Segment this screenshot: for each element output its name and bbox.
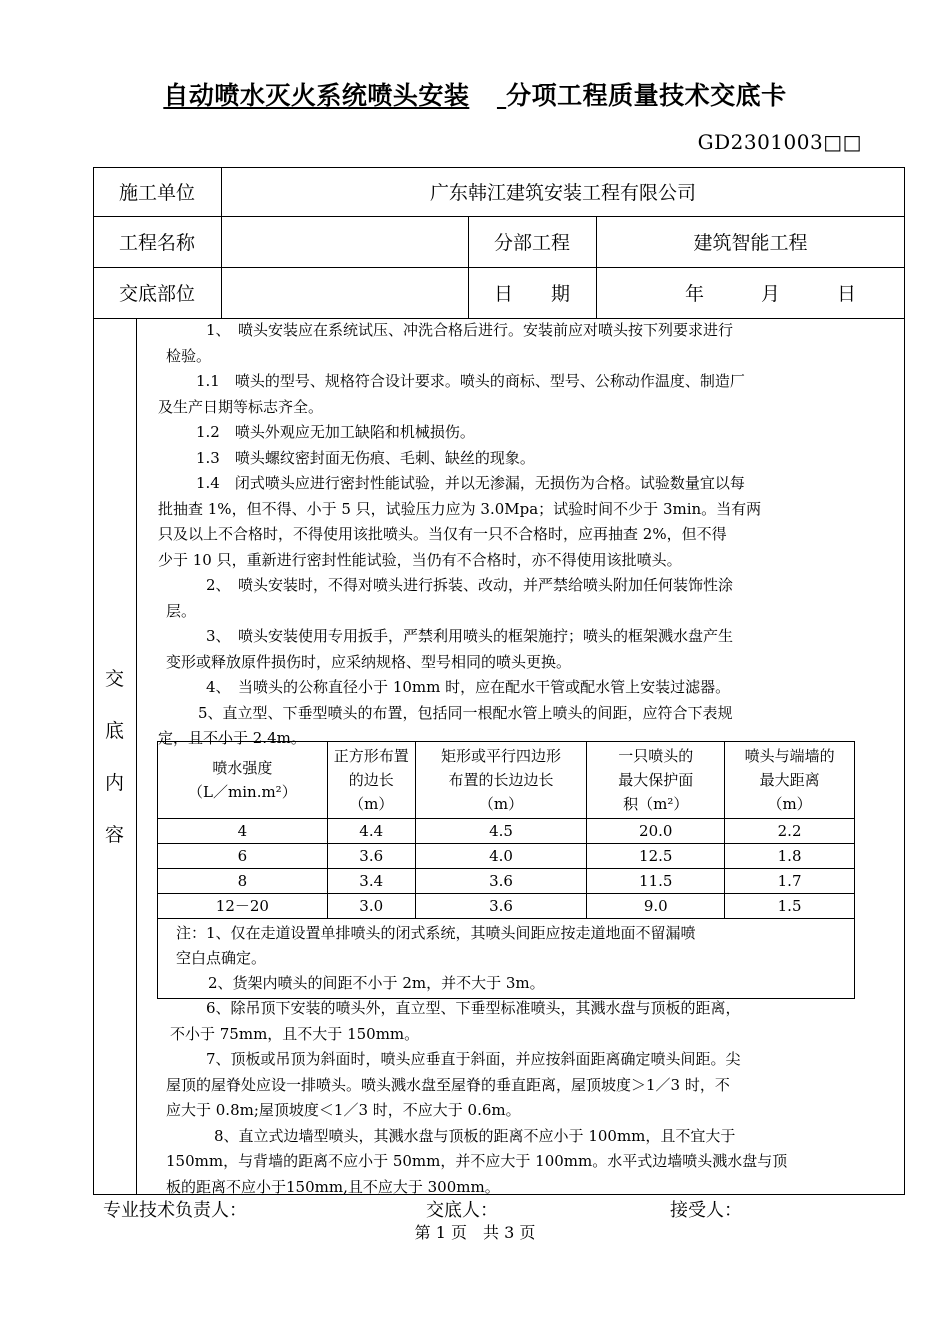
sub-project-label: 分部工程 xyxy=(493,232,570,254)
paragraph-1-3: 1.3 喷头螺纹密封面无伤痕、毛刺、缺丝的现象。 xyxy=(196,448,535,467)
paragraph-3: 3、 喷头安装使用专用扳手，严禁利用喷头的框架施拧；喷头的框架溅水盘产生 xyxy=(206,627,734,645)
table-cell: 1.8 xyxy=(725,844,855,869)
paragraph-7: 7、顶板或吊顶为斜面时，喷头应垂直于斜面，并应按斜面距离确定喷头间距。尖 xyxy=(206,1050,741,1068)
table-cell: 3.0 xyxy=(327,894,415,919)
paragraph-3-cont: 变形或释放原件损伤时，应采纳规格、型号相同的喷头更换。 xyxy=(166,652,572,671)
sprinkler-spacing-table xyxy=(157,741,855,999)
paragraph-1-cont: 检验。 xyxy=(166,346,212,365)
content-block-1-1 xyxy=(158,369,898,752)
date-value[interactable]: 年 月 日 xyxy=(684,283,856,305)
construction-unit-label: 施工单位 xyxy=(118,182,195,204)
paragraph-1-4-line4: 少于 10 只，重新进行密封性能试验，当仍有不合格时，亦不得使用该批喷头。 xyxy=(158,550,682,569)
paragraph-6: 6、除吊顶下安装的喷头外，直立型、下垂型标准喷头，其溅水盘与顶板的距离， xyxy=(206,999,741,1017)
content-block-1 xyxy=(158,318,898,369)
paragraph-8-line3: 板的距离不应小于150mm,且不应大于 300mm。 xyxy=(166,1177,500,1196)
table-note xyxy=(158,919,855,999)
paragraph-5: 5、直立型、下垂型喷头的布置，包括同一根配水管上喷头的间距，应符合下表规 xyxy=(198,703,733,722)
table-row xyxy=(158,869,855,894)
table-note-1: 注：1、仅在走道设置单排喷头的闭式系统，其喷头间距应按走道地面不留漏喷 xyxy=(176,924,696,942)
paragraph-7-line2: 屋顶的屋脊处应设一排喷头。喷头溅水盘至屋脊的垂直距离，屋顶坡度＞1／3 时，不 xyxy=(166,1075,730,1094)
table-header-cell: 矩形或平行四边形 布置的长边边长 （m） xyxy=(415,742,587,819)
table-note-2: 2、货架内喷头的间距不小于 2m，并不大于 3m。 xyxy=(208,974,545,992)
table-cell: 4.4 xyxy=(327,819,415,844)
title-suffix: 分项工程质量技术交底卡 xyxy=(506,81,787,110)
paragraph-1-1-cont: 及生产日期等标志齐全。 xyxy=(158,397,324,416)
table-cell: 3.6 xyxy=(415,894,587,919)
paragraph-8-line2: 150mm，与背墙的距离不应小于 50mm，并不应大于 100mm。水平式边墙喷头溅水盘与顶 xyxy=(166,1152,788,1170)
paragraph-1-4: 1.4 闭式喷头应进行密封性能试验，并以无渗漏，无损伤为合格。试验数量宜以每 xyxy=(196,474,745,492)
table-cell: 4 xyxy=(158,819,328,844)
table-row xyxy=(158,844,855,869)
paragraph-7-line3: 应大于 0.8m;屋顶坡度＜1／3 时，不应大于 0.6m。 xyxy=(166,1101,521,1119)
col-divider xyxy=(136,318,137,1195)
location-label: 交底部位 xyxy=(118,283,195,305)
table-header-row xyxy=(158,742,855,819)
paragraph-4: 4、 当喷头的公称直径小于 10mm 时，应在配水干管或配水管上安装过滤器。 xyxy=(206,678,731,696)
table-cell: 12－20 xyxy=(158,894,328,919)
paragraph-8: 8、直立式边墙型喷头，其溅水盘与顶板的距离不应小于 100mm，且不宜大于 xyxy=(214,1126,736,1145)
location-value[interactable] xyxy=(221,267,468,318)
table-cell: 12.5 xyxy=(587,844,725,869)
table-cell: 4.5 xyxy=(415,819,587,844)
table-cell: 3.6 xyxy=(327,844,415,869)
table-header-cell: 一只喷头的 最大保护面 积（m²） xyxy=(587,742,725,819)
presenter-signature[interactable]: 交底人： xyxy=(426,1200,498,1221)
table-cell: 20.0 xyxy=(587,819,725,844)
date-label: 日 期 xyxy=(493,283,570,305)
paragraph-2-cont: 层。 xyxy=(166,601,197,620)
content-block-2 xyxy=(166,996,898,1200)
side-char: 内 xyxy=(104,771,124,794)
paragraph-2: 2、 喷头安装时，不得对喷头进行拆装、改动，并严禁给喷头附加任何装饰性涂 xyxy=(206,576,734,594)
side-char: 底 xyxy=(104,719,124,742)
table-note-1-cont: 空白点确定。 xyxy=(176,949,267,967)
content-side-label xyxy=(93,318,136,1195)
table-cell: 8 xyxy=(158,869,328,894)
table-cell: 3.4 xyxy=(327,869,415,894)
construction-unit-value[interactable]: 广东韩江建筑安装工程有限公司 xyxy=(429,182,696,204)
table-row xyxy=(158,819,855,844)
project-name-value[interactable] xyxy=(221,216,468,267)
paragraph-1-4-line2: 批抽查 1%，但不得、小于 5 只，试验压力应为 3.0Mpa；试验时间不少于 3min。当有两 xyxy=(158,499,762,518)
paragraph-1-4-line3: 只及以上不合格时，不得使用该批喷头。当仅有一只不合格时，应再抽查 2%，但不得 xyxy=(158,525,727,543)
document-code: GD2301003□□ xyxy=(697,130,862,154)
project-name-label: 工程名称 xyxy=(118,232,195,254)
table-header-cell: 喷头与端墙的 最大距离 （m） xyxy=(725,742,855,819)
sub-project-value[interactable]: 建筑智能工程 xyxy=(693,232,808,254)
tech-lead-signature[interactable]: 专业技术负责人： xyxy=(103,1200,247,1221)
paragraph-5-cont: 定，且不小于 2.4m。 xyxy=(158,729,306,747)
table-header-cell: 喷水强度 （L／min.m²） xyxy=(158,742,328,819)
table-cell: 4.0 xyxy=(415,844,587,869)
table-cell: 3.6 xyxy=(415,869,587,894)
page-number: 第 1 页 共 3 页 xyxy=(414,1223,536,1242)
table-cell: 9.0 xyxy=(587,894,725,919)
title-main: 自动喷水灭火系统喷头安装 xyxy=(163,81,470,110)
side-char: 交 xyxy=(104,667,124,690)
paragraph-1: 1、 喷头安装应在系统试压、冲洗合格后进行。安装前应对喷头按下列要求进行 xyxy=(206,321,734,339)
paragraph-1-2: 1.2 喷头外观应无加工缺陷和机械损伤。 xyxy=(196,423,475,441)
table-cell: 2.2 xyxy=(725,819,855,844)
table-note-row xyxy=(158,919,855,999)
receiver-signature[interactable]: 接受人： xyxy=(670,1200,742,1221)
table-row xyxy=(158,894,855,919)
table-cell: 11.5 xyxy=(587,869,725,894)
table-cell: 1.7 xyxy=(725,869,855,894)
side-char: 容 xyxy=(104,823,124,846)
table-header-cell: 正方形布置 的边长 （m） xyxy=(327,742,415,819)
table-cell: 6 xyxy=(158,844,328,869)
table-cell: 1.5 xyxy=(725,894,855,919)
paragraph-6-cont: 不小于 75mm，且不大于 150mm。 xyxy=(170,1024,420,1043)
document-title xyxy=(0,76,950,112)
paragraph-1-1: 1.1 喷头的型号、规格符合设计要求。喷头的商标、型号、公称动作温度、制造厂 xyxy=(196,372,745,390)
